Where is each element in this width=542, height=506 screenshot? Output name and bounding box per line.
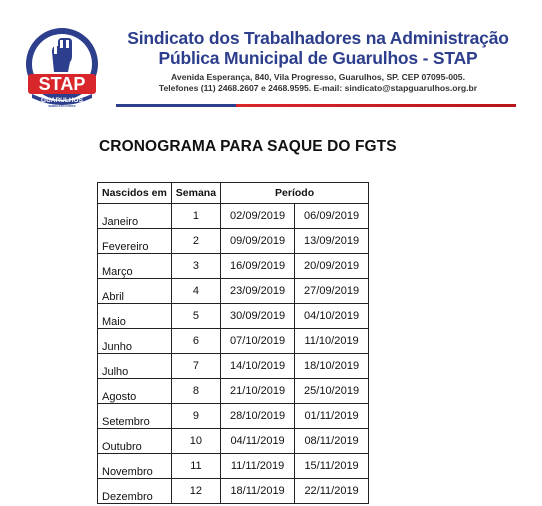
letterhead-text [116,28,520,94]
period-end-cell: 13/09/2019 [295,229,369,254]
month-cell: Março [98,254,172,279]
period-start-cell: 14/10/2019 [221,354,295,379]
month-cell: Maio [98,304,172,329]
logo-acronym: STAP [38,74,86,94]
table-row [98,254,369,279]
table-body [98,204,369,504]
table-row [98,229,369,254]
week-cell: 9 [171,404,220,429]
week-cell: 8 [171,379,220,404]
org-name-line2: Pública Municipal de Guarulhos - STAP [158,48,478,68]
header-period: Período [221,183,369,204]
week-cell: 6 [171,329,220,354]
period-end-cell: 06/09/2019 [295,204,369,229]
period-end-cell: 04/10/2019 [295,304,369,329]
period-start-cell: 30/09/2019 [221,304,295,329]
table-row [98,204,369,229]
week-cell: 4 [171,279,220,304]
document-title: CRONOGRAMA PARA SAQUE DO FGTS [99,138,397,155]
header-week: Semana [171,183,220,204]
month-cell: Outubro [98,429,172,454]
period-end-cell: 11/10/2019 [295,329,369,354]
period-end-cell: 08/11/2019 [295,429,369,454]
org-contact: Telefones (11) 2468.2607 e 2468.9595. E-mail: sindicato@stapguarulhos.org.br [158,83,478,93]
org-address: Avenida Esperança, 840, Vila Progresso, Guarulhos, SP. CEP 07095-005. [171,72,465,82]
table-row [98,429,369,454]
logo-city: GUARULHOS [41,97,83,104]
month-cell: Janeiro [98,204,172,229]
table-row [98,379,369,404]
period-end-cell: 01/11/2019 [295,404,369,429]
period-end-cell: 25/10/2019 [295,379,369,404]
period-end-cell: 20/09/2019 [295,254,369,279]
month-cell: Dezembro [98,479,172,504]
table-row [98,454,369,479]
week-cell: 1 [171,204,220,229]
period-start-cell: 18/11/2019 [221,479,295,504]
month-cell: Julho [98,354,172,379]
week-cell: 2 [171,229,220,254]
week-cell: 7 [171,354,220,379]
week-cell: 12 [171,479,220,504]
logo-tagline: SINDICATO FORTE [48,104,76,108]
period-end-cell: 15/11/2019 [295,454,369,479]
period-end-cell: 27/09/2019 [295,279,369,304]
org-name-line1: Sindicato dos Trabalhadores na Administração [127,28,509,48]
table-row [98,279,369,304]
table-header-row [98,183,369,204]
table-row [98,479,369,504]
period-start-cell: 16/09/2019 [221,254,295,279]
period-start-cell: 21/10/2019 [221,379,295,404]
month-cell: Abril [98,279,172,304]
period-end-cell: 22/11/2019 [295,479,369,504]
period-start-cell: 09/09/2019 [221,229,295,254]
letterhead-divider [116,104,516,107]
period-start-cell: 11/11/2019 [221,454,295,479]
period-start-cell: 07/10/2019 [221,329,295,354]
week-cell: 11 [171,454,220,479]
week-cell: 10 [171,429,220,454]
month-cell: Setembro [98,404,172,429]
week-cell: 5 [171,304,220,329]
month-cell: Fevereiro [98,229,172,254]
month-cell: Agosto [98,379,172,404]
table-row [98,329,369,354]
fgts-schedule-table [97,182,369,504]
header-month: Nascidos em [98,183,172,204]
table-row [98,404,369,429]
table-row [98,304,369,329]
period-end-cell: 18/10/2019 [295,354,369,379]
letterhead [20,26,520,110]
period-start-cell: 02/09/2019 [221,204,295,229]
period-start-cell: 28/10/2019 [221,404,295,429]
table-row [98,354,369,379]
month-cell: Novembro [98,454,172,479]
stap-logo [24,26,100,108]
period-start-cell: 23/09/2019 [221,279,295,304]
week-cell: 3 [171,254,220,279]
month-cell: Junho [98,329,172,354]
period-start-cell: 04/11/2019 [221,429,295,454]
